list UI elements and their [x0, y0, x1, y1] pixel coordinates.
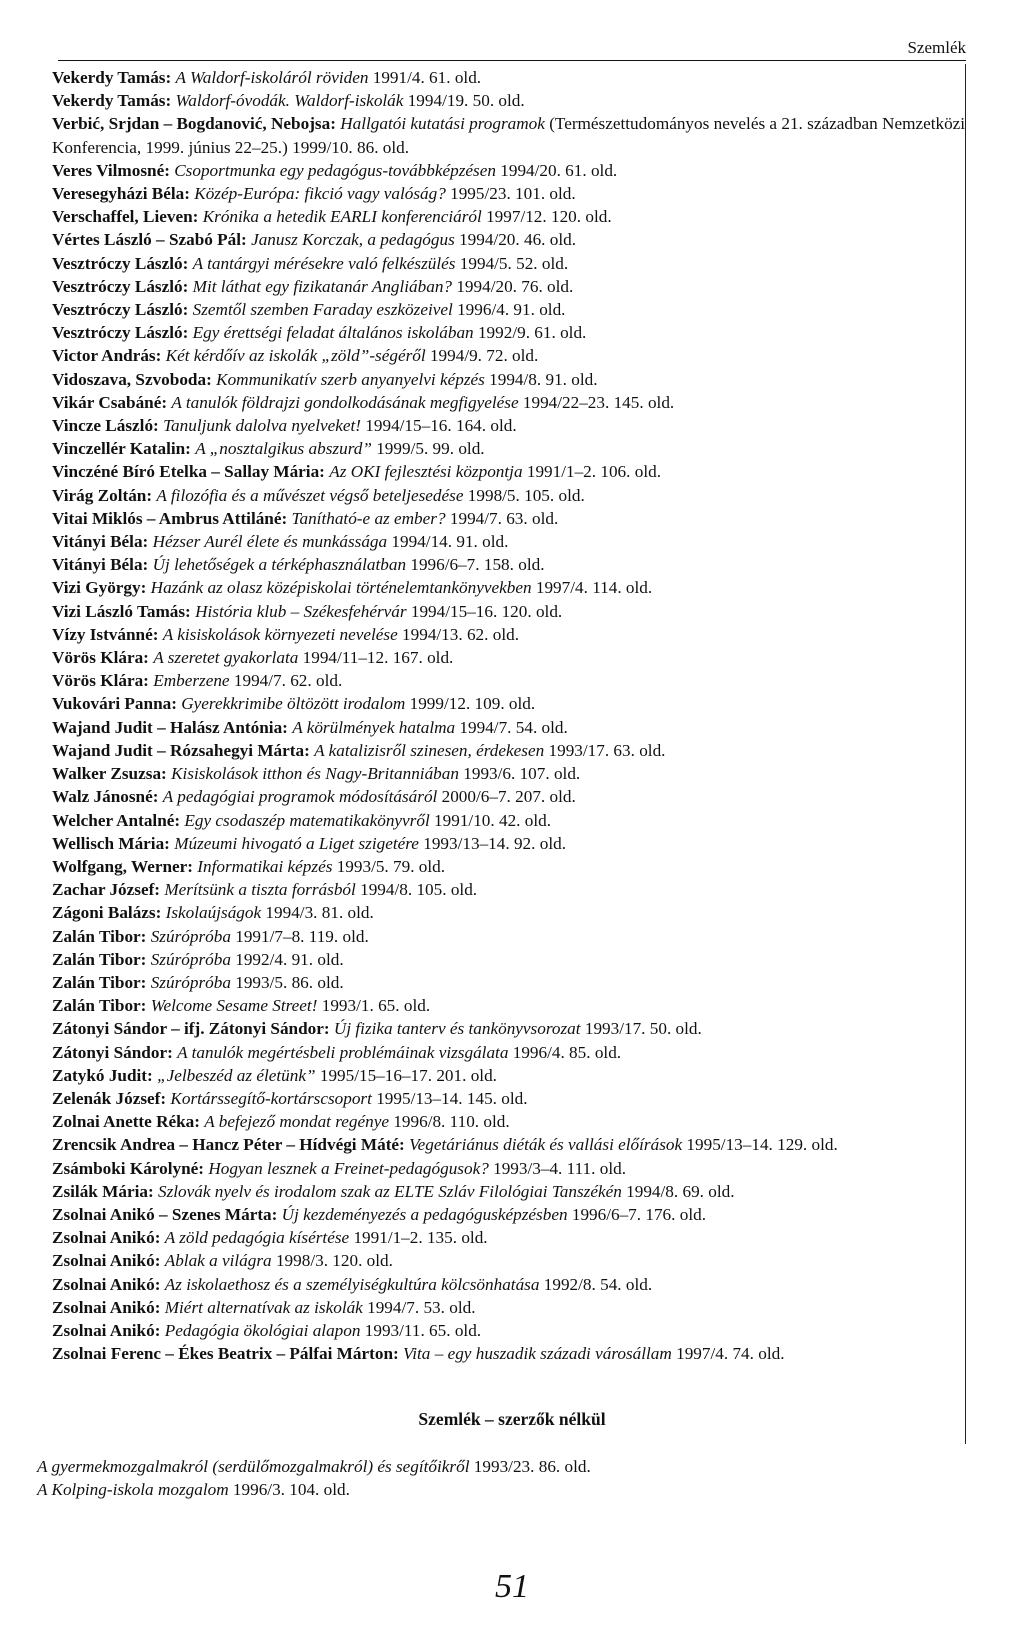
entry-reference: 1996/8. 110. old.	[393, 1112, 510, 1132]
entry-author: Vikár Csabáné:	[52, 392, 168, 412]
entry-title: Hazánk az olasz középiskolai történelemtankönyvekben	[150, 578, 532, 598]
entry-reference: 1994/7. 62. old.	[233, 671, 343, 691]
entry-reference: 1996/4. 85. old.	[512, 1042, 622, 1062]
entry-title: Miért alternatívak az iskolák	[164, 1297, 363, 1317]
entry-reference: 1993/1. 65. old.	[321, 996, 431, 1016]
bibliography-entry	[52, 1017, 972, 1040]
bibliography-entry	[52, 785, 972, 808]
entry-reference: 1994/8. 69. old.	[626, 1181, 735, 1201]
bibliography-entry	[52, 553, 972, 576]
entry-reference: 1998/3. 120. old.	[275, 1251, 393, 1271]
entry-reference: 1999/12. 109. old.	[409, 694, 536, 714]
entry-author: Verschaffel, Lieven:	[52, 207, 199, 227]
entry-author: Zágoni Balázs:	[52, 903, 162, 923]
entry-title: Új lehetőségek a térképhasználatban	[152, 555, 407, 575]
entry-title: A Waldorf-iskoláról röviden	[175, 68, 369, 87]
entry-author: Virág Zoltán:	[52, 485, 153, 505]
entry-reference: 1993/13–14. 92. old.	[423, 833, 566, 853]
entry-reference: 1996/6–7. 158. old.	[410, 555, 545, 575]
entry-reference: 1995/23. 101. old.	[450, 184, 576, 204]
entry-title: História klub – Székesfehérvár	[195, 601, 407, 621]
entry-title: Tanítható-e az ember?	[291, 508, 446, 528]
bibliography-entry	[52, 1133, 972, 1156]
bibliography-entry	[52, 414, 972, 437]
entry-title: Mit láthat egy fizikatanár Angliában?	[192, 276, 453, 296]
section-heading: Szemlék – szerzők nélkül	[418, 1409, 606, 1429]
entry-title: Az iskolaethosz és a személyiségkultúra kölcsönhatása	[164, 1274, 540, 1294]
entry-reference: 1993/3–4. 111. old.	[493, 1158, 626, 1178]
bibliography-entry	[52, 1342, 972, 1365]
entry-reference: 1994/7. 54. old.	[459, 717, 568, 737]
entry-title: Szúrópróba	[150, 926, 231, 946]
bibliography-entry	[52, 507, 972, 530]
entry-author: Vizi László Tamás:	[52, 601, 191, 621]
entry-author: Zsolnai Anikó:	[52, 1320, 161, 1340]
bibliography-entry	[52, 1319, 972, 1342]
entry-title: Kommunikatív szerb anyanyelvi képzés	[216, 369, 485, 389]
entry-author: Zsilák Mária:	[52, 1181, 154, 1201]
bibliography-entry	[52, 832, 972, 855]
entry-title: Szemtől szemben Faraday eszközeivel	[192, 300, 453, 320]
bibliography-entry	[52, 1296, 972, 1319]
entry-author: Zsolnai Anikó:	[52, 1251, 161, 1271]
entry-author: Wellisch Mária:	[52, 833, 170, 853]
entry-reference: 1994/14. 91. old.	[391, 532, 509, 552]
anonymous-entry	[37, 1478, 957, 1501]
entry-title: Krónika a hetedik EARLI konferenciáról	[202, 207, 482, 227]
entry-reference: 1994/20. 46. old.	[459, 230, 577, 250]
entry-reference: 2000/6–7. 207. old.	[441, 787, 576, 807]
entry-author: Vinczéné Bíró Etelka – Sallay Mária:	[52, 462, 325, 482]
bibliography-entry	[52, 576, 972, 599]
entry-title: A kisiskolások környezeti nevelése	[162, 624, 398, 644]
bibliography-entry	[52, 1180, 972, 1203]
entry-title: Ablak a világra	[164, 1251, 272, 1271]
entry-author: Vitányi Béla:	[52, 555, 149, 575]
entry-author: Vekerdy Tamás:	[52, 68, 172, 87]
entry-title: Szúrópróba	[150, 949, 231, 969]
entry-reference: 1999/5. 99. old.	[376, 439, 485, 459]
bibliography-entry	[52, 1249, 972, 1272]
bibliography-entry	[52, 159, 972, 182]
bibliography-entry	[52, 994, 972, 1017]
entry-author: Vesztróczy László:	[52, 323, 189, 343]
header-rule	[58, 60, 966, 61]
entry-author: Wajand Judit – Halász Antónia:	[52, 717, 288, 737]
anonymous-entry	[37, 1455, 957, 1478]
entry-reference: 1994/13. 62. old.	[402, 624, 520, 644]
entry-title: Szlovák nyelv és irodalom szak az ELTE Szláv Filológiai Tanszékén	[158, 1181, 622, 1201]
entry-title: A katalizisről szinesen, érdekesen	[314, 740, 545, 760]
entry-title: Tanuljunk dalolva nyelveket!	[163, 416, 361, 436]
bibliography-entry	[52, 112, 972, 158]
entry-reference: 1993/6. 107. old.	[463, 764, 581, 784]
entry-author: Vörös Klára:	[52, 648, 149, 668]
entry-author: Zsolnai Anikó:	[52, 1274, 161, 1294]
entry-title: Vegetáriánus diéták és vallási előírások	[409, 1135, 683, 1155]
entry-author: Vértes László – Szabó Pál:	[52, 230, 247, 250]
bibliography-entry	[52, 646, 972, 669]
entry-reference: 1995/13–14. 145. old.	[376, 1088, 528, 1108]
entry-title: Iskolaújságok	[165, 903, 262, 923]
bibliography-entry	[52, 460, 972, 483]
bibliography-entry	[52, 530, 972, 553]
entry-reference: 1994/19. 50. old.	[407, 91, 525, 111]
entry-reference: 1995/15–16–17. 201. old.	[319, 1065, 497, 1085]
entry-title: A zöld pedagógia kísértése	[164, 1228, 350, 1248]
entry-title: Szúrópróba	[150, 972, 231, 992]
entry-title: Közép-Európa: fikció vagy valóság?	[194, 184, 446, 204]
entry-title: Két kérdőív az iskolák „zöld”-ségéről	[165, 346, 426, 366]
entry-author: Zrencsik Andrea – Hancz Péter – Hídvégi Máté:	[52, 1135, 405, 1155]
anonymous-entries-list	[37, 1455, 957, 1501]
entry-reference: 1994/15–16. 164. old.	[365, 416, 517, 436]
entry-reference: 1992/8. 54. old.	[543, 1274, 653, 1294]
entry-reference: 1993/17. 50. old.	[584, 1019, 702, 1039]
entry-title: A körülmények hatalma	[292, 717, 456, 737]
entry-author: Walker Zsuzsa:	[52, 764, 167, 784]
bibliography-entry	[52, 901, 972, 924]
entry-reference: 1994/20. 76. old.	[456, 276, 574, 296]
entry-title: A tanulók földrajzi gondolkodásának megfigyelése	[171, 392, 519, 412]
bibliography-entry	[52, 1064, 972, 1087]
bibliography-entry	[52, 437, 972, 460]
entry-reference: 1991/10. 42. old.	[434, 810, 552, 830]
bibliography-entry	[52, 321, 972, 344]
entry-author: Zachar József:	[52, 880, 161, 900]
bibliography-entry	[52, 89, 972, 112]
entry-title: Welcome Sesame Street!	[150, 996, 318, 1016]
bibliography-entry	[52, 925, 972, 948]
entry-author: Vitai Miklós – Ambrus Attiláné:	[52, 508, 288, 528]
bibliography-entry	[52, 948, 972, 971]
entry-title: „Jelbeszéd az életünk”	[157, 1065, 316, 1085]
entry-author: Victor András:	[52, 346, 162, 366]
bibliography-entry	[52, 739, 972, 762]
entry-title: Hallgatói kutatási programok	[340, 114, 545, 134]
bibliography-entry	[52, 1041, 972, 1064]
bibliography-entry	[52, 66, 972, 89]
bibliography-entry	[52, 1203, 972, 1226]
entry-reference: 1994/7. 63. old.	[449, 508, 559, 528]
entry-reference: 1993/17. 63. old.	[548, 740, 666, 760]
page-header	[58, 34, 966, 62]
entry-reference: 1991/7–8. 119. old.	[235, 926, 369, 946]
entry-author: Zsámboki Károlyné:	[52, 1158, 205, 1178]
entry-title: Janusz Korczak, a pedagógus	[251, 230, 455, 250]
entry-title: A befejező mondat regénye	[204, 1112, 390, 1132]
entry-title: A tantárgyi mérésekre való felkészülés	[192, 253, 456, 273]
entry-reference: 1994/3. 81. old.	[265, 903, 374, 923]
entry-author: Zátonyi Sándor – ifj. Zátonyi Sándor:	[52, 1019, 330, 1039]
entry-reference: 1994/8. 91. old.	[489, 369, 598, 389]
bibliography-entry	[52, 692, 972, 715]
entry-author: Vesztróczy László:	[52, 300, 189, 320]
entry-author: Vincze László:	[52, 416, 159, 436]
entry-author: Vukovári Panna:	[52, 694, 177, 714]
entry-reference: 1996/4. 91. old.	[457, 300, 566, 320]
entry-title: Emberzene	[153, 671, 230, 691]
entry-author: Vizi György:	[52, 578, 147, 598]
entry-title: A „nosztalgikus abszurd”	[195, 439, 372, 459]
entry-author: Vörös Klára:	[52, 671, 149, 691]
entry-reference: 1996/3. 104. old.	[232, 1480, 350, 1499]
bibliography-entry	[52, 623, 972, 646]
entry-author: Wolfgang, Werner:	[52, 856, 193, 876]
entry-title: Hézser Aurél élete és munkássága	[152, 532, 388, 552]
entry-author: Zolnai Anette Réka:	[52, 1112, 200, 1132]
entry-author: Wajand Judit – Rózsahegyi Márta:	[52, 740, 310, 760]
bibliography-entry	[52, 600, 972, 623]
entry-reference: 1996/6–7. 176. old.	[571, 1204, 707, 1224]
bibliography-entry	[52, 484, 972, 507]
entry-author: Zalán Tibor:	[52, 949, 147, 969]
entry-reference: 1997/4. 74. old.	[676, 1344, 785, 1364]
bibliography-entry	[52, 971, 972, 994]
entry-title: A pedagógiai programok módosításáról	[162, 787, 438, 807]
entry-title: Csoportmunka egy pedagógus-továbbképzésen	[174, 160, 496, 180]
entry-author: Zelenák József:	[52, 1088, 167, 1108]
entry-author: Vízy Istvánné:	[52, 624, 159, 644]
entry-title: A szeretet gyakorlata	[153, 648, 299, 668]
entry-title: Kisiskolások itthon és Nagy-Britanniában	[171, 764, 459, 784]
entry-author: Zsolnai Ferenc – Ékes Beatrix – Pálfai Márton:	[52, 1344, 399, 1364]
bibliography-entry	[52, 391, 972, 414]
entry-reference: 1992/9. 61. old.	[477, 323, 587, 343]
entry-author: Zsolnai Anikó:	[52, 1297, 161, 1317]
entry-title: Pedagógia ökológiai alapon	[164, 1320, 361, 1340]
entry-reference: 1995/13–14. 129. old.	[686, 1135, 838, 1155]
bibliography-entry	[52, 716, 972, 739]
entry-title: Informatikai képzés	[197, 856, 333, 876]
bibliography-entry	[52, 275, 972, 298]
entry-author: Walz Jánosné:	[52, 787, 159, 807]
entry-reference: 1994/5. 52. old.	[459, 253, 569, 273]
entry-author: Vesztróczy László:	[52, 253, 189, 273]
entry-title: Az OKI fejlesztési központja	[329, 462, 523, 482]
entry-title: Új kezdeményezés a pedagógusképzésben	[281, 1204, 568, 1224]
bibliography-entry	[52, 205, 972, 228]
entry-title: A gyermekmozgalmakról (serdülőmozgalmakról) és segítőikről	[37, 1457, 470, 1476]
entry-reference: 1994/20. 61. old.	[500, 160, 618, 180]
entry-author: Veresegyházi Béla:	[52, 184, 190, 204]
bibliography-entry	[52, 368, 972, 391]
running-header-title: Szemlék	[907, 38, 966, 57]
bibliography-entry	[52, 252, 972, 275]
entry-author: Zatykó Judit:	[52, 1065, 153, 1085]
entry-author: Zsolnai Anikó – Szenes Márta:	[52, 1204, 278, 1224]
page-number: 51	[495, 1568, 529, 1605]
entry-reference: 1993/5. 86. old.	[235, 972, 344, 992]
entry-title: A filozófia és a művészet végső beteljesedése	[156, 485, 464, 505]
entry-reference: 1993/11. 65. old.	[364, 1320, 482, 1340]
entry-author: Verbić, Srjdan – Bogdanović, Nebojsa:	[52, 114, 336, 134]
entry-author: Vesztróczy László:	[52, 276, 189, 296]
entry-reference: 1994/7. 53. old.	[367, 1297, 476, 1317]
entry-author: Vidoszava, Szvoboda:	[52, 369, 212, 389]
entry-author: Vitányi Béla:	[52, 532, 149, 552]
entry-author: Veres Vilmosné:	[52, 160, 170, 180]
entry-title: A Kolping-iskola mozgalom	[37, 1480, 229, 1499]
bibliography-entry	[52, 669, 972, 692]
entry-reference: 1994/22–23. 145. old.	[522, 392, 675, 412]
entry-author: Vinczellér Katalin:	[52, 439, 191, 459]
entry-author: Welcher Antalné:	[52, 810, 181, 830]
entry-reference: 1997/4. 114. old.	[535, 578, 653, 598]
bibliography-entry	[52, 1226, 972, 1249]
bibliography-entry	[52, 855, 972, 878]
entry-reference: 1994/11–12. 167. old.	[302, 648, 454, 668]
entry-reference: 1992/4. 91. old.	[235, 949, 344, 969]
entry-author: Zalán Tibor:	[52, 972, 147, 992]
entry-reference: 1994/8. 105. old.	[360, 880, 478, 900]
entry-title: Waldorf-óvodák. Waldorf-iskolák	[175, 91, 404, 111]
bibliography-entry	[52, 298, 972, 321]
bibliography-entry	[52, 344, 972, 367]
entry-reference: 1991/1–2. 106. old.	[526, 462, 662, 482]
entry-author: Zátonyi Sándor:	[52, 1042, 173, 1062]
bibliography-entry	[52, 809, 972, 832]
bibliography-entry	[52, 1087, 972, 1110]
entry-reference: 1993/5. 79. old.	[336, 856, 446, 876]
entry-reference: 1994/9. 72. old.	[429, 346, 539, 366]
entry-author: Zalán Tibor:	[52, 996, 147, 1016]
entry-reference: 1993/23. 86. old.	[473, 1457, 591, 1476]
entry-title: Múzeumi hivogató a Liget szigetére	[174, 833, 419, 853]
entry-reference: 1991/1–2. 135. old.	[353, 1228, 488, 1248]
entry-author: Vekerdy Tamás:	[52, 91, 172, 111]
entry-reference: 1994/15–16. 120. old.	[410, 601, 563, 621]
bibliography-list	[52, 66, 972, 1365]
entry-reference: (Természettudományos nevelés a 21. században Nemzetközi Konferencia, 1999. június 22–25.) 1999/10. 86. old.	[52, 114, 966, 157]
entry-title: A tanulók megértésbeli problémáinak vizsgálata	[177, 1042, 509, 1062]
entry-reference: 1991/4. 61. old.	[372, 68, 482, 87]
bibliography-entry	[52, 762, 972, 785]
entry-title: Egy csodaszép matematikakönyvről	[184, 810, 430, 830]
bibliography-entry	[52, 228, 972, 251]
bibliography-entry	[52, 1273, 972, 1296]
entry-title: Egy érettségi feladat általános iskolában	[192, 323, 474, 343]
entry-title: Gyerekkrimibe öltözött irodalom	[181, 694, 406, 714]
entry-reference: 1998/5. 105. old.	[467, 485, 585, 505]
bibliography-entry	[52, 1157, 972, 1180]
entry-title: Hogyan lesznek a Freinet-pedagógusok?	[208, 1158, 489, 1178]
bibliography-entry	[52, 182, 972, 205]
entry-title: Vita – egy huszadik századi városállam	[403, 1344, 672, 1364]
bibliography-entry	[52, 878, 972, 901]
entry-title: Kortárssegítő-kortárscsoport	[170, 1088, 372, 1108]
entry-title: Merítsünk a tiszta forrásból	[164, 880, 356, 900]
bibliography-entry	[52, 1110, 972, 1133]
entry-author: Zalán Tibor:	[52, 926, 147, 946]
entry-title: Új fizika tanterv és tankönyvsorozat	[333, 1019, 581, 1039]
entry-author: Zsolnai Anikó:	[52, 1228, 161, 1248]
entry-reference: 1997/12. 120. old.	[486, 207, 612, 227]
